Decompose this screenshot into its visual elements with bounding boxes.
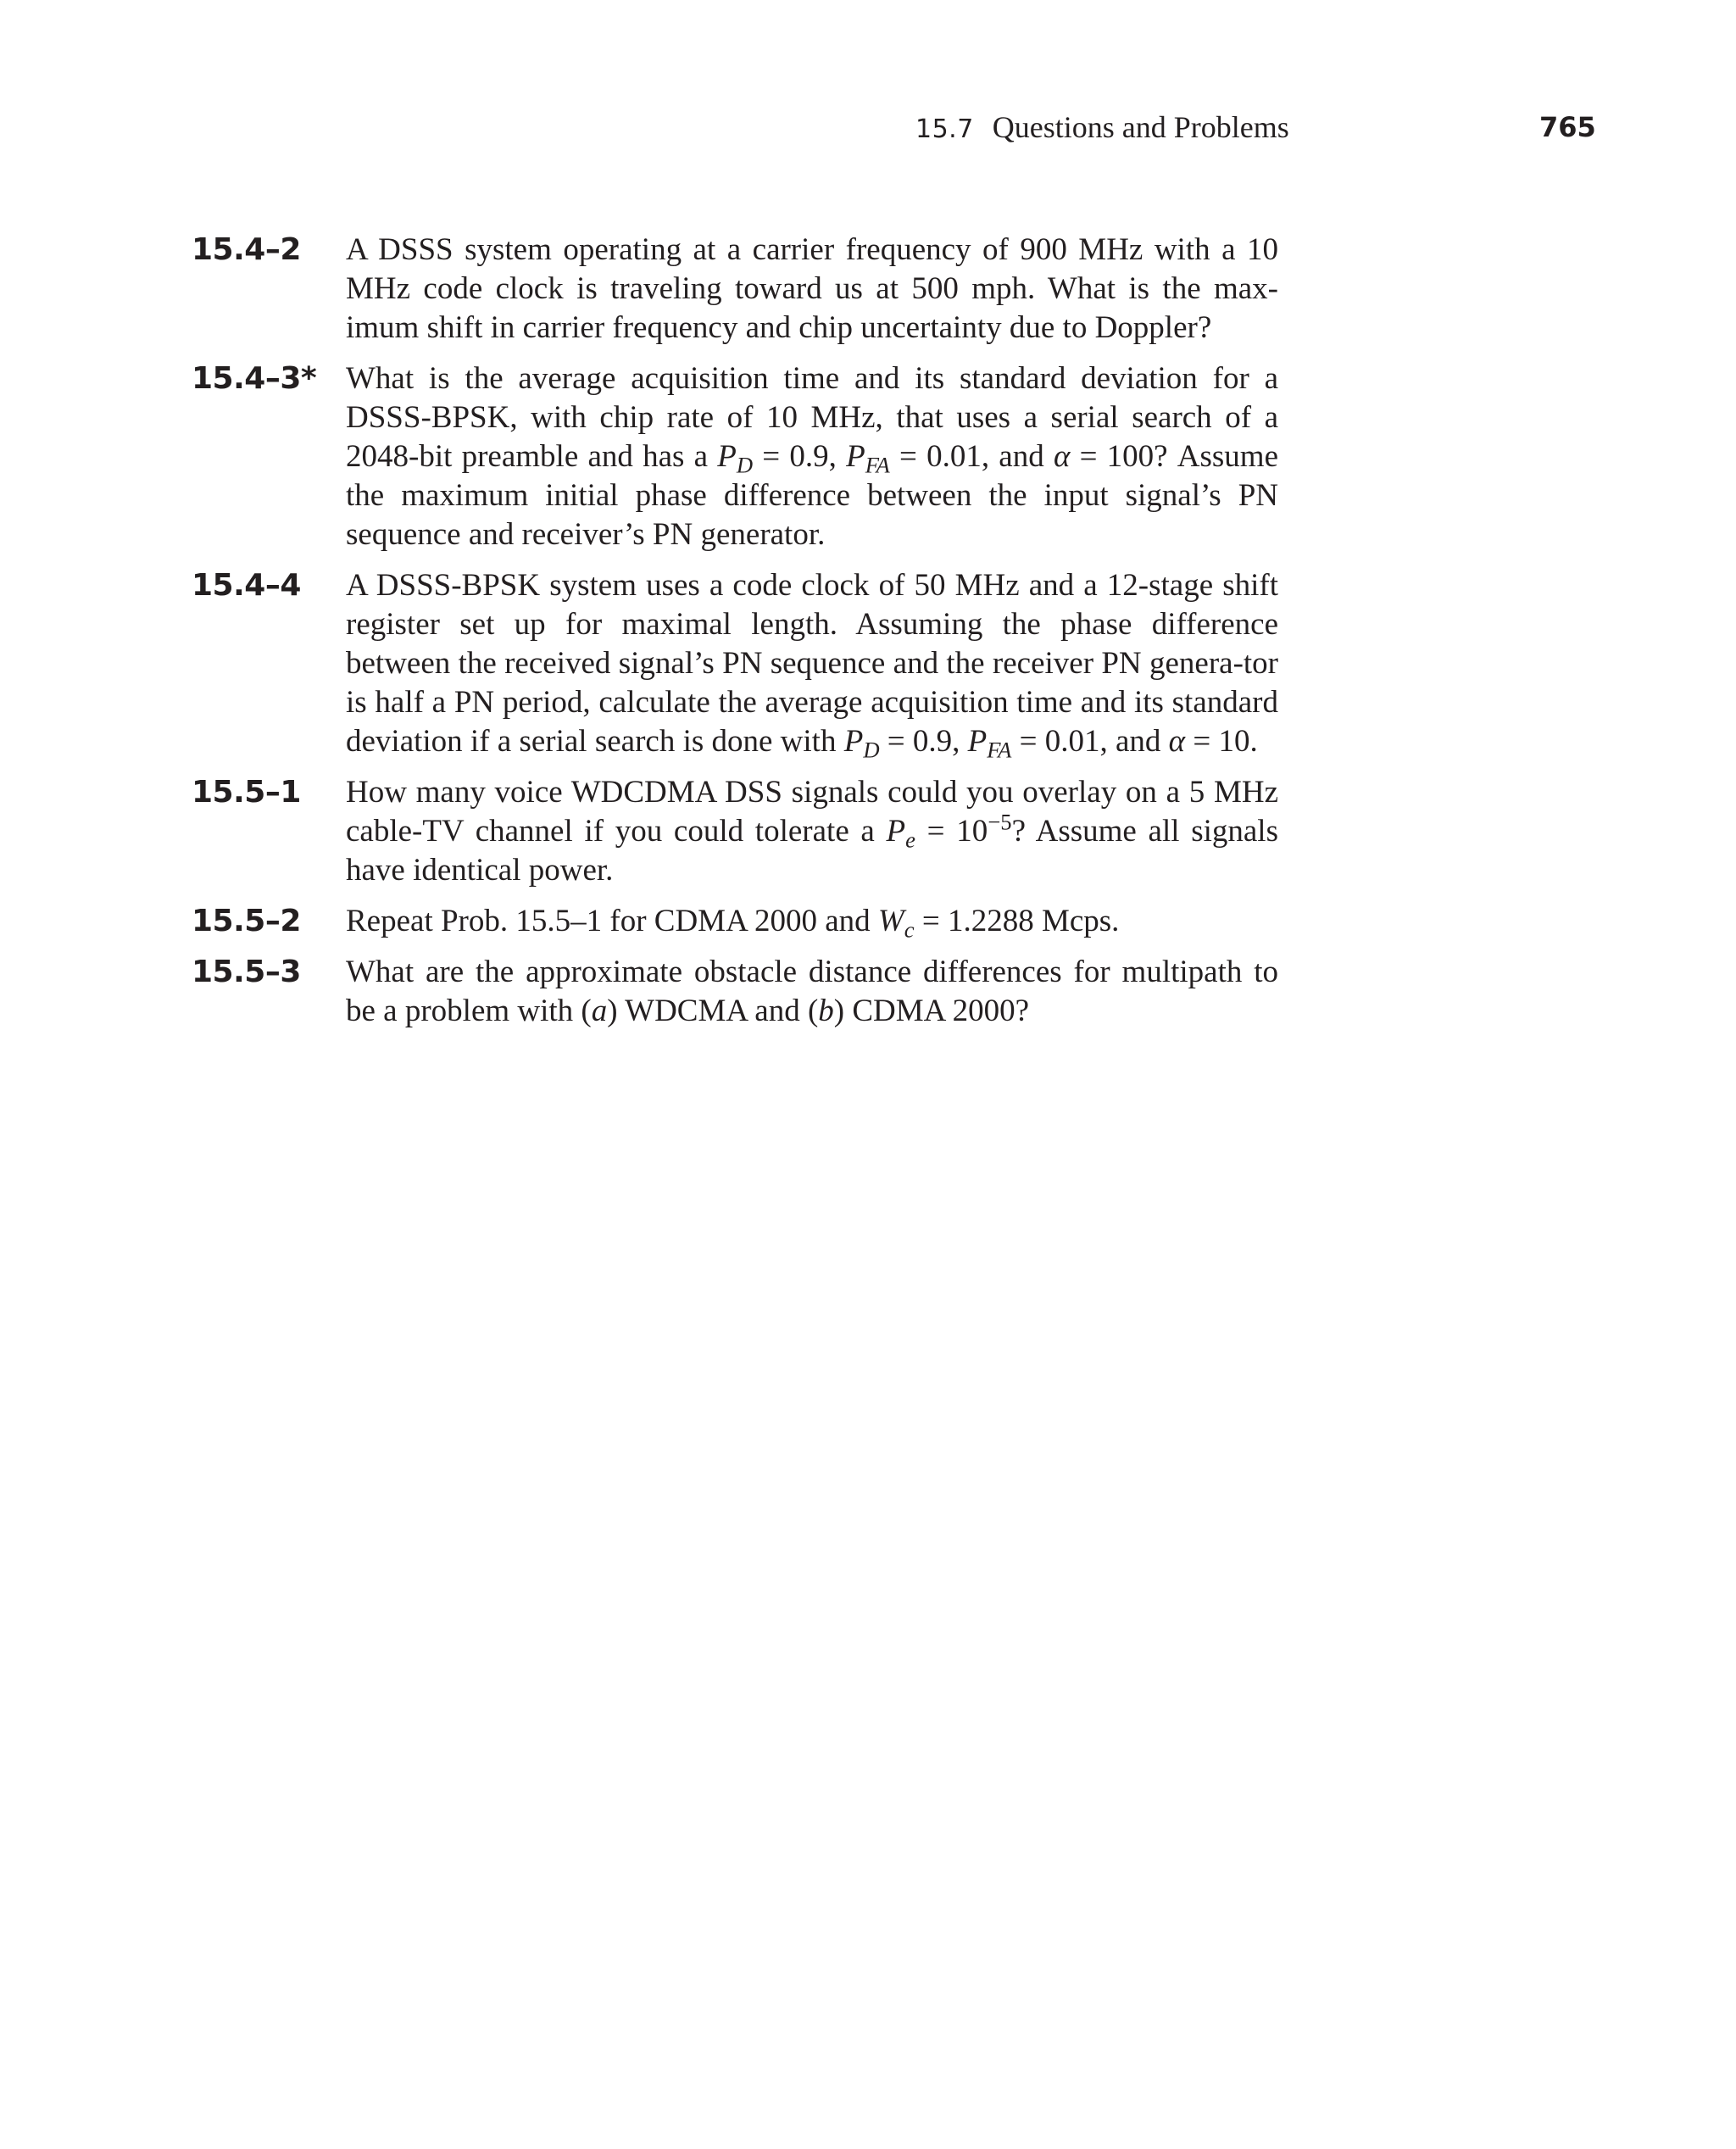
math-exponent: −5 (988, 809, 1012, 835)
problem-list (192, 231, 1278, 1043)
math-sub-d: D (736, 452, 754, 478)
problem-15-5-2 (192, 902, 1278, 941)
problem-15-5-3 (192, 953, 1278, 1031)
page-number: 765 (1539, 111, 1596, 143)
math-var-b: b (818, 994, 834, 1028)
problem-text (346, 359, 1278, 554)
math-var-p: P (846, 439, 865, 474)
math-equals: = 0.01, and (889, 439, 1054, 474)
problem-text-run: A DSSS system operating at a carrier frequency of 900 MHz with a 10 MHz code clock is traveling toward us at 500 mph. What is the max-imum shift in carrier frequency and chip uncertainty due to Doppler? (346, 232, 1278, 345)
section-title: Questions and Problems (992, 110, 1289, 144)
problem-text (346, 566, 1278, 761)
problem-text (346, 231, 1278, 348)
running-head (915, 107, 1289, 150)
math-var-p: P (967, 724, 988, 759)
math-sub-fa: FA (987, 737, 1012, 763)
problem-text-run: What is the average acquisition time and its standard deviation for a DSSS-BPSK, with chip rate of 10 MHz, that uses a serial search of a 2048-bit preamble and has a (346, 361, 1278, 474)
problem-number: 15.5–3 (192, 955, 301, 989)
problem-number: 15.4–3* (192, 361, 317, 396)
math-var-p: P (843, 724, 864, 759)
problem-15-4-4 (192, 566, 1278, 761)
problem-15-4-3 (192, 359, 1278, 554)
math-var-p: P (886, 814, 906, 849)
math-sub-c: c (904, 916, 915, 943)
math-var-a: a (591, 994, 608, 1028)
problem-number: 15.5–1 (192, 775, 301, 810)
problem-15-4-2 (192, 231, 1278, 348)
math-equals: = 0.01, and (1011, 724, 1169, 759)
math-var-p: P (717, 439, 737, 474)
math-sub-e: e (905, 827, 915, 853)
problem-number: 15.4–4 (192, 568, 301, 603)
math-equals: = 0.9, (879, 724, 968, 759)
problem-text-run: How many voice WDCDMA DSS signals could you overlay on a 5 MHz cable-TV channel if you could tolerate a (346, 775, 1278, 849)
math-sub-d: D (863, 737, 880, 763)
math-var-alpha: α (1053, 439, 1071, 474)
problem-text-run: What are the approximate obstacle distance differences for multipath to be a problem with ( (346, 955, 1278, 1028)
problem-text-run: = 10. (1185, 724, 1258, 759)
problem-text (346, 773, 1278, 890)
problem-text (346, 953, 1278, 1031)
problem-15-5-1 (192, 773, 1278, 890)
section-number: 15.7 (915, 114, 974, 144)
problem-text (346, 902, 1278, 941)
problem-text-run: = 100? Assume the maximum initial phase difference between the input signal’s PN sequence and receiver’s PN generator. (346, 439, 1278, 552)
math-var-alpha: α (1168, 724, 1186, 759)
problem-number: 15.5–2 (192, 904, 301, 938)
math-sub-fa: FA (865, 452, 890, 478)
problem-text-run: ) CDMA 2000? (833, 994, 1030, 1028)
problem-text-run: Repeat Prob. 15.5–1 for CDMA 2000 and (346, 904, 878, 938)
math-equals: = 10 (915, 814, 988, 849)
problem-text-run: ? Assume all signals have identical power. (346, 814, 1278, 888)
problem-text-run: A DSSS-BPSK system uses a code clock of 50 MHz and a 12-stage shift register set up for maximal length. Assuming the phase difference between the received signal’s PN sequence and the receiver PN genera-tor is half a PN period, calculate the average acquisition time and its standard deviation if a serial search is done with (346, 568, 1278, 759)
math-equals: = 0.9, (753, 439, 847, 474)
problem-text-run: ) WDCMA and ( (607, 994, 819, 1028)
problem-number: 15.4–2 (192, 232, 301, 267)
problem-text-run: = 1.2288 Mcps. (914, 904, 1120, 938)
math-var-w: W (877, 904, 904, 938)
